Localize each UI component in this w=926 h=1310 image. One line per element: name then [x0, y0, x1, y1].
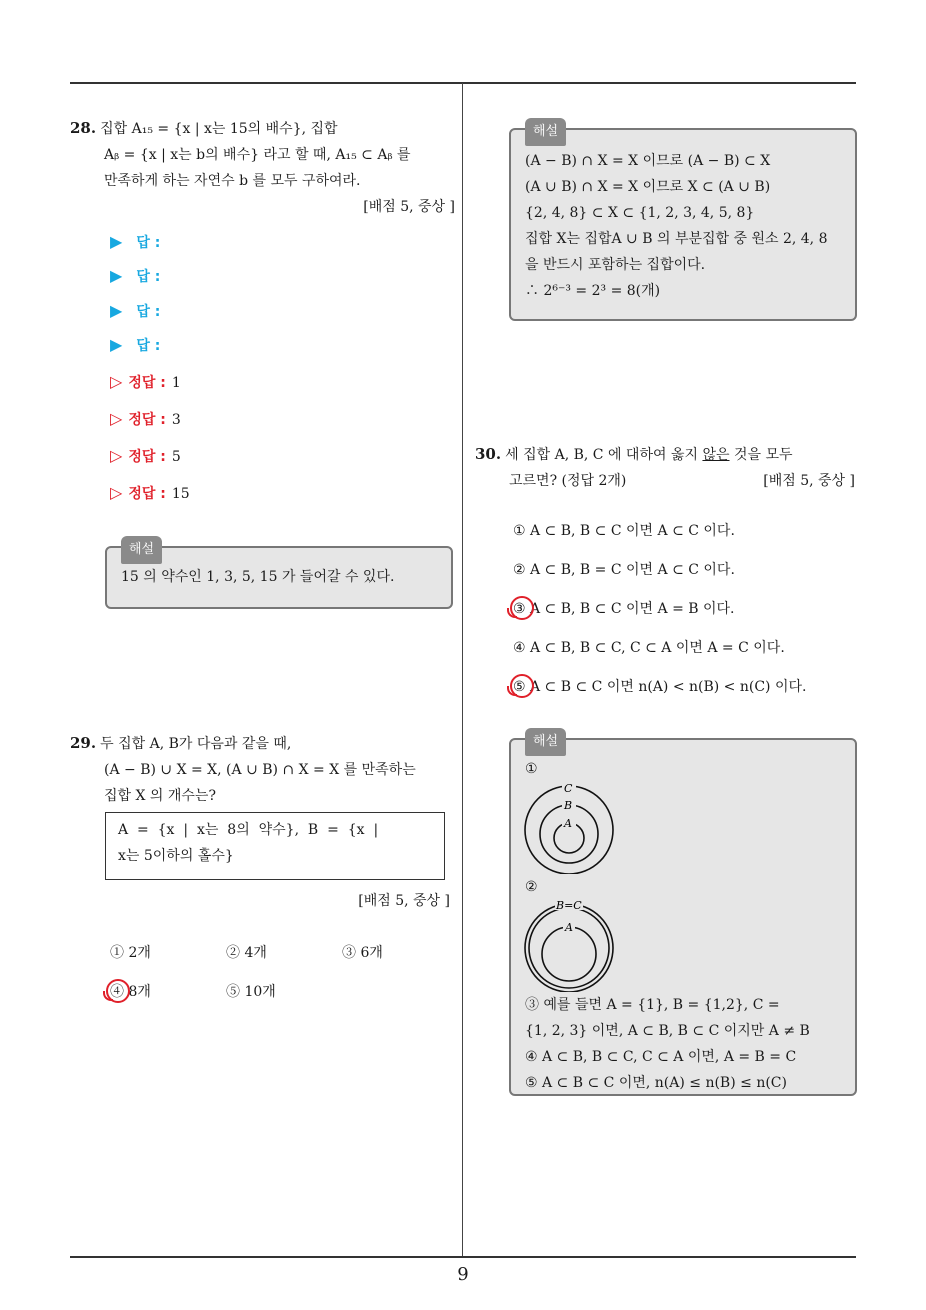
- choice-3[interactable]: ③ 6개: [342, 945, 383, 961]
- solution-line: ③ 예를 들면 A = {1}, B = {1,2}, C =: [525, 997, 780, 1013]
- question-text: Aᵦ = {x | x는 b의 배수} 라고 할 때, A₁₅ ⊂ Aᵦ 를: [104, 147, 411, 163]
- solution-box-29: [509, 124, 857, 321]
- correct-label: 정답 :: [128, 449, 166, 465]
- correct-answer-4: [110, 483, 190, 504]
- nested-sets-diagram-2: [523, 900, 633, 992]
- filled-triangle-icon: ▶: [110, 232, 123, 251]
- solution-box-28: [105, 542, 453, 609]
- solution-line: 집합 X는 집합A ∪ B 의 부분집합 중 원소 2, 4, 8: [525, 231, 828, 247]
- question-number: 28.: [70, 119, 97, 137]
- solution-line: ④ A ⊂ B, B ⊂ C, C ⊂ A 이면, A = B = C: [525, 1049, 797, 1065]
- solution-tag: 해설: [121, 536, 162, 564]
- set-a-circle: [542, 927, 596, 981]
- column-divider: [462, 83, 463, 1258]
- choice-4[interactable]: ④ A ⊂ B, B ⊂ C, C ⊂ A 이면 A = C 이다.: [513, 640, 785, 656]
- outline-triangle-icon: ▷: [110, 372, 123, 391]
- choice-2[interactable]: ② A ⊂ B, B = C 이면 A ⊂ C 이다.: [513, 562, 735, 578]
- answer-blank-3[interactable]: [110, 301, 160, 322]
- selected-answer-circle: [510, 674, 534, 698]
- set-b-label: B: [564, 799, 573, 812]
- correct-label: 정답 :: [128, 375, 166, 391]
- solution-line: (A − B) ∩ X = X 이므로 (A − B) ⊂ X: [525, 153, 771, 169]
- nested-sets-diagram-1: [523, 782, 633, 874]
- outline-triangle-icon: ▷: [110, 446, 123, 465]
- answer-value: 3: [171, 412, 181, 428]
- answer-value: 1: [171, 375, 181, 391]
- answer-value: 5: [171, 449, 181, 465]
- choice-5[interactable]: ⑤ 10개: [226, 984, 276, 1000]
- selected-answer-circle: [106, 979, 130, 1003]
- solution-line: {1, 2, 3} 이면, A ⊂ B, B ⊂ C 이지만 A ≠ B: [525, 1023, 810, 1039]
- set-b-circle: [540, 805, 598, 863]
- question-text: (A − B) ∪ X = X, (A ∪ B) ∩ X = X 를 만족하는: [104, 762, 416, 778]
- underlined-word: 않은: [702, 447, 730, 463]
- solution-line: 을 반드시 포함하는 집합이다.: [525, 257, 706, 273]
- diagram-label: ②: [525, 879, 538, 895]
- set-b-c-inner-circle: [529, 908, 609, 988]
- selected-answer-circle: [510, 596, 534, 620]
- solution-line: (A ∪ B) ∩ X = X 이므로 X ⊂ (A ∪ B): [525, 179, 771, 195]
- question-text: 두 집합 A, B가 다음과 같을 때,: [100, 736, 292, 752]
- filled-triangle-icon: ▶: [110, 266, 123, 285]
- points-label: [배점 5, 중상 ]: [363, 199, 455, 215]
- question-text: 것을 모두: [729, 447, 793, 463]
- answer-label: 답 :: [136, 269, 161, 285]
- question-number: 30.: [475, 445, 502, 463]
- box-line: x는 5이하의 홀수}: [118, 848, 234, 864]
- correct-answer-3: [110, 446, 181, 467]
- set-a-label: A: [565, 921, 573, 934]
- filled-triangle-icon: ▶: [110, 335, 123, 354]
- solution-line: ⑤ A ⊂ B ⊂ C 이면, n(A) ≤ n(B) ≤ n(C): [525, 1075, 787, 1091]
- points-label: [배점 5, 중상 ]: [763, 473, 855, 489]
- choice-3[interactable]: ③ A ⊂ B, B ⊂ C 이면 A = B 이다.: [513, 601, 735, 617]
- solution-line: {2, 4, 8} ⊂ X ⊂ {1, 2, 3, 4, 5, 8}: [525, 205, 755, 221]
- question-text: 만족하게 하는 자연수 b 를 모두 구하여라.: [104, 173, 361, 189]
- question-29: [70, 730, 455, 809]
- solution-tag: 해설: [525, 728, 566, 756]
- filled-triangle-icon: ▶: [110, 301, 123, 320]
- question-text: 집합 A₁₅ = {x | x는 15의 배수}, 집합: [100, 121, 338, 137]
- set-definition-box: [105, 812, 445, 880]
- correct-answer-2: [110, 409, 181, 430]
- answer-label: 답 :: [136, 304, 161, 320]
- solution-line: ∴ 2⁶⁻³ = 2³ = 8(개): [525, 283, 661, 299]
- choice-4[interactable]: ④ 8개: [110, 984, 151, 1000]
- outline-triangle-icon: ▷: [110, 483, 123, 502]
- question-text: 집합 X 의 개수는?: [104, 788, 216, 804]
- answer-blank-1[interactable]: [110, 232, 160, 253]
- correct-label: 정답 :: [128, 486, 166, 502]
- choice-1[interactable]: ① A ⊂ B, B ⊂ C 이면 A ⊂ C 이다.: [513, 523, 735, 539]
- solution-tag: 해설: [525, 118, 566, 146]
- answer-value: 15: [171, 486, 190, 502]
- points-label: [배점 5, 중상 ]: [358, 893, 450, 909]
- answer-label: 답 :: [136, 338, 161, 354]
- question-28: [70, 115, 455, 220]
- set-b-c-outer-circle: [525, 904, 613, 992]
- choice-2[interactable]: ② 4개: [226, 945, 267, 961]
- box-line: A = {x | x는 8의 약수}, B = {x |: [118, 822, 379, 838]
- question-text: 고르면? (정답 2개): [509, 473, 627, 489]
- choice-5[interactable]: ⑤ A ⊂ B ⊂ C 이면 n(A) < n(B) < n(C) 이다.: [513, 679, 807, 695]
- answer-label: 답 :: [136, 235, 161, 251]
- solution-text: 15 의 약수인 1, 3, 5, 15 가 들어갈 수 있다.: [121, 569, 395, 585]
- choice-1[interactable]: ① 2개: [110, 945, 151, 961]
- outline-triangle-icon: ▷: [110, 409, 123, 428]
- set-c-label: C: [564, 782, 573, 795]
- set-a-label: A: [564, 817, 572, 830]
- answer-blank-2[interactable]: [110, 266, 160, 287]
- header-rule: [70, 82, 856, 84]
- footer-rule: [70, 1256, 856, 1258]
- set-bc-label: B=C: [556, 900, 582, 912]
- page-number: 9: [457, 1264, 469, 1285]
- question-text: 세 집합 A, B, C 에 대하여 옳지: [505, 447, 703, 463]
- correct-label: 정답 :: [128, 412, 166, 428]
- diagram-label: ①: [525, 761, 538, 777]
- solution-box-30: [509, 734, 857, 1096]
- question-30: [475, 441, 855, 494]
- question-number: 29.: [70, 734, 97, 752]
- answer-blank-4[interactable]: [110, 335, 160, 356]
- correct-answer-1: [110, 372, 181, 393]
